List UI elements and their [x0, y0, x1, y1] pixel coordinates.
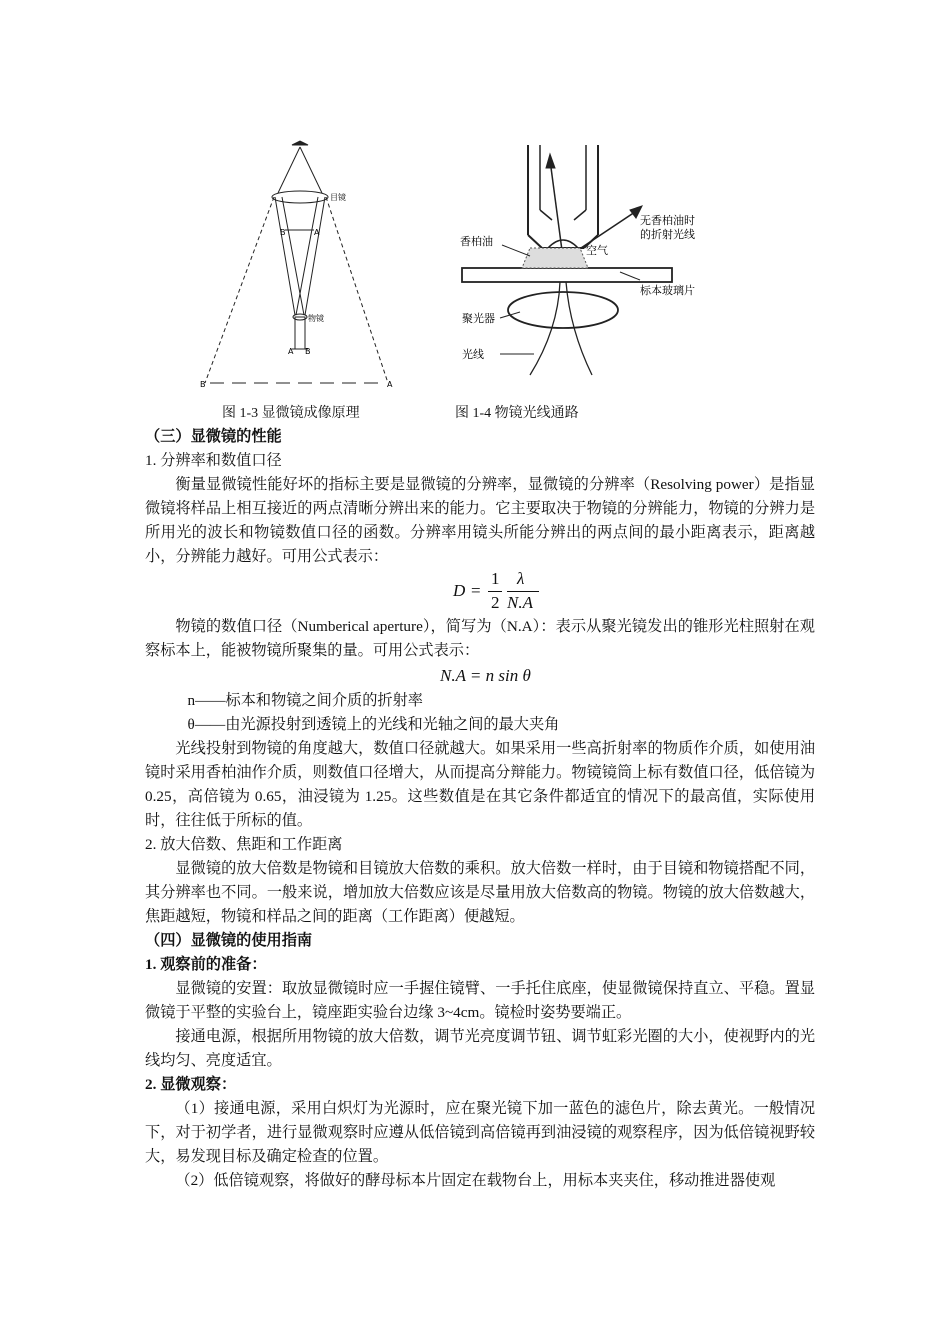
objective-label: 物镜: [308, 314, 324, 323]
figure-1-4-caption: 图 1-4 物镜光线通路: [455, 406, 579, 421]
formula-num1: 1: [491, 569, 500, 588]
air-label: 空气: [586, 244, 608, 257]
document-body: [145, 425, 815, 1193]
slide-label: 标本玻璃片: [640, 284, 695, 297]
cedar-oil-label: 香柏油: [460, 235, 493, 248]
label-b-top: B: [280, 228, 286, 237]
section4-p4: （2）低倍镜观察，将做好的酵母标本片固定在载物台上，用标本夹夹住，移动推进器使观: [175, 1172, 776, 1189]
formula-lhs: D: [453, 581, 466, 600]
formula-den2: N.A: [507, 593, 533, 612]
section4-p2: 接通电源，根据所用物镜的放大倍数，调节光亮度调节钮、调节虹彩光圈的大小，使视野内的光线均匀、亮度适宜。: [145, 1028, 815, 1069]
label-b-mid: B: [305, 347, 311, 356]
section3-p1: 衡量显微镜性能好坏的指标主要是显微镜的分辨率，显微镜的分辨率（Resolving power）是指显微镜将样品上相互接近的两点清晰分辨出来的能力。它主要取决于物镜的分辨能力，物镜的分辨力是所用光的波长和物镜数值口径的函数。分辨率用镜头所能分辨出的两点间的最小距离表示，距离越小，分辨能力越好。可用公式表示：: [145, 476, 815, 565]
label-a-mid: A: [288, 347, 294, 356]
def-n: n——标本和物镜之间介质的折射率: [187, 692, 423, 709]
formula-eq: =: [471, 581, 481, 600]
section4-sub1: 1. 观察前的准备：: [145, 956, 267, 973]
section3-sub1: 1. 分辨率和数值口径: [145, 452, 282, 469]
section3-p4: 显微镜的放大倍数是物镜和目镜放大倍数的乘积。放大倍数一样时，由于目镜和物镜搭配不同，其分辨率也不同。一般来说，增加放大倍数应该是尽量用放大倍数高的物镜。物镜的放大倍数越大，焦距越短，物镜和样品之间的距离（工作距离）便越短。: [145, 860, 815, 925]
eyepiece-label: 目镜: [330, 193, 346, 202]
section3-p2: 物镜的数值口径（Numberical aperture），简写为（N.A）：表示从聚光镜发出的锥形光柱照射在观察标本上，能被物镜所聚集的量。可用公式表示：: [145, 618, 815, 659]
label-a-bottom: A: [387, 380, 393, 389]
figure-1-4-diagram: [460, 140, 705, 380]
section4-p1: 显微镜的安置：取放显微镜时应一手握住镜臂、一手托住底座，使显微镜保持直立、平稳。置显微镜于平整的实验台上，镜座距实验台边缘 3~4cm。镜检时姿势要端正。: [145, 980, 815, 1021]
section4-p3: （1）接通电源，采用白炽灯为光源时，应在聚光镜下加一蓝色的滤色片，除去黄光。一般情况下，对于初学者，进行显微观察时应遵从低倍镜到高倍镜再到油浸镜的观察程序，因为低倍镜视野较大，易发现目标及确定检查的位置。: [145, 1100, 815, 1165]
section3-p3: 光线投射到物镜的角度越大，数值口径就越大。如果采用一些高折射率的物质作介质，如使用油镜时采用香柏油作介质，则数值口径增大，从而提高分辩能力。物镜镜筒上标有数值口径，低倍镜为 0.25，高倍镜为 0.65，油浸镜为 1.25。这些数值是在其它条件都适宜的情况下的最高值，实际使用时，往往低于所标的值。: [145, 740, 815, 829]
figure-1-3-diagram: [200, 135, 395, 395]
no-oil-label-2: 的折射光线: [640, 228, 695, 241]
section4-heading: （四）显微镜的使用指南: [145, 932, 313, 949]
label-b-bottom: B: [200, 380, 206, 389]
section3-heading: （三）显微镜的性能: [145, 428, 282, 445]
figure-1-3-caption: 图 1-3 显微镜成像原理: [222, 406, 360, 421]
formula-num2: λ: [517, 569, 525, 588]
resolution-formula: [145, 569, 815, 615]
label-a-top: A: [314, 228, 320, 237]
no-oil-label-1: 无香柏油时: [640, 214, 695, 227]
section3-sub2: 2. 放大倍数、焦距和工作距离: [145, 836, 343, 853]
condenser-label: 聚光器: [462, 312, 495, 325]
ray-label: 光线: [462, 348, 484, 361]
na-formula: N.A = n sin θ: [440, 666, 531, 685]
section4-sub2: 2. 显微观察：: [145, 1076, 237, 1093]
formula-den1: 2: [491, 593, 500, 612]
def-theta: θ——由光源投射到透镜上的光线和光轴之间的最大夹角: [187, 716, 560, 733]
